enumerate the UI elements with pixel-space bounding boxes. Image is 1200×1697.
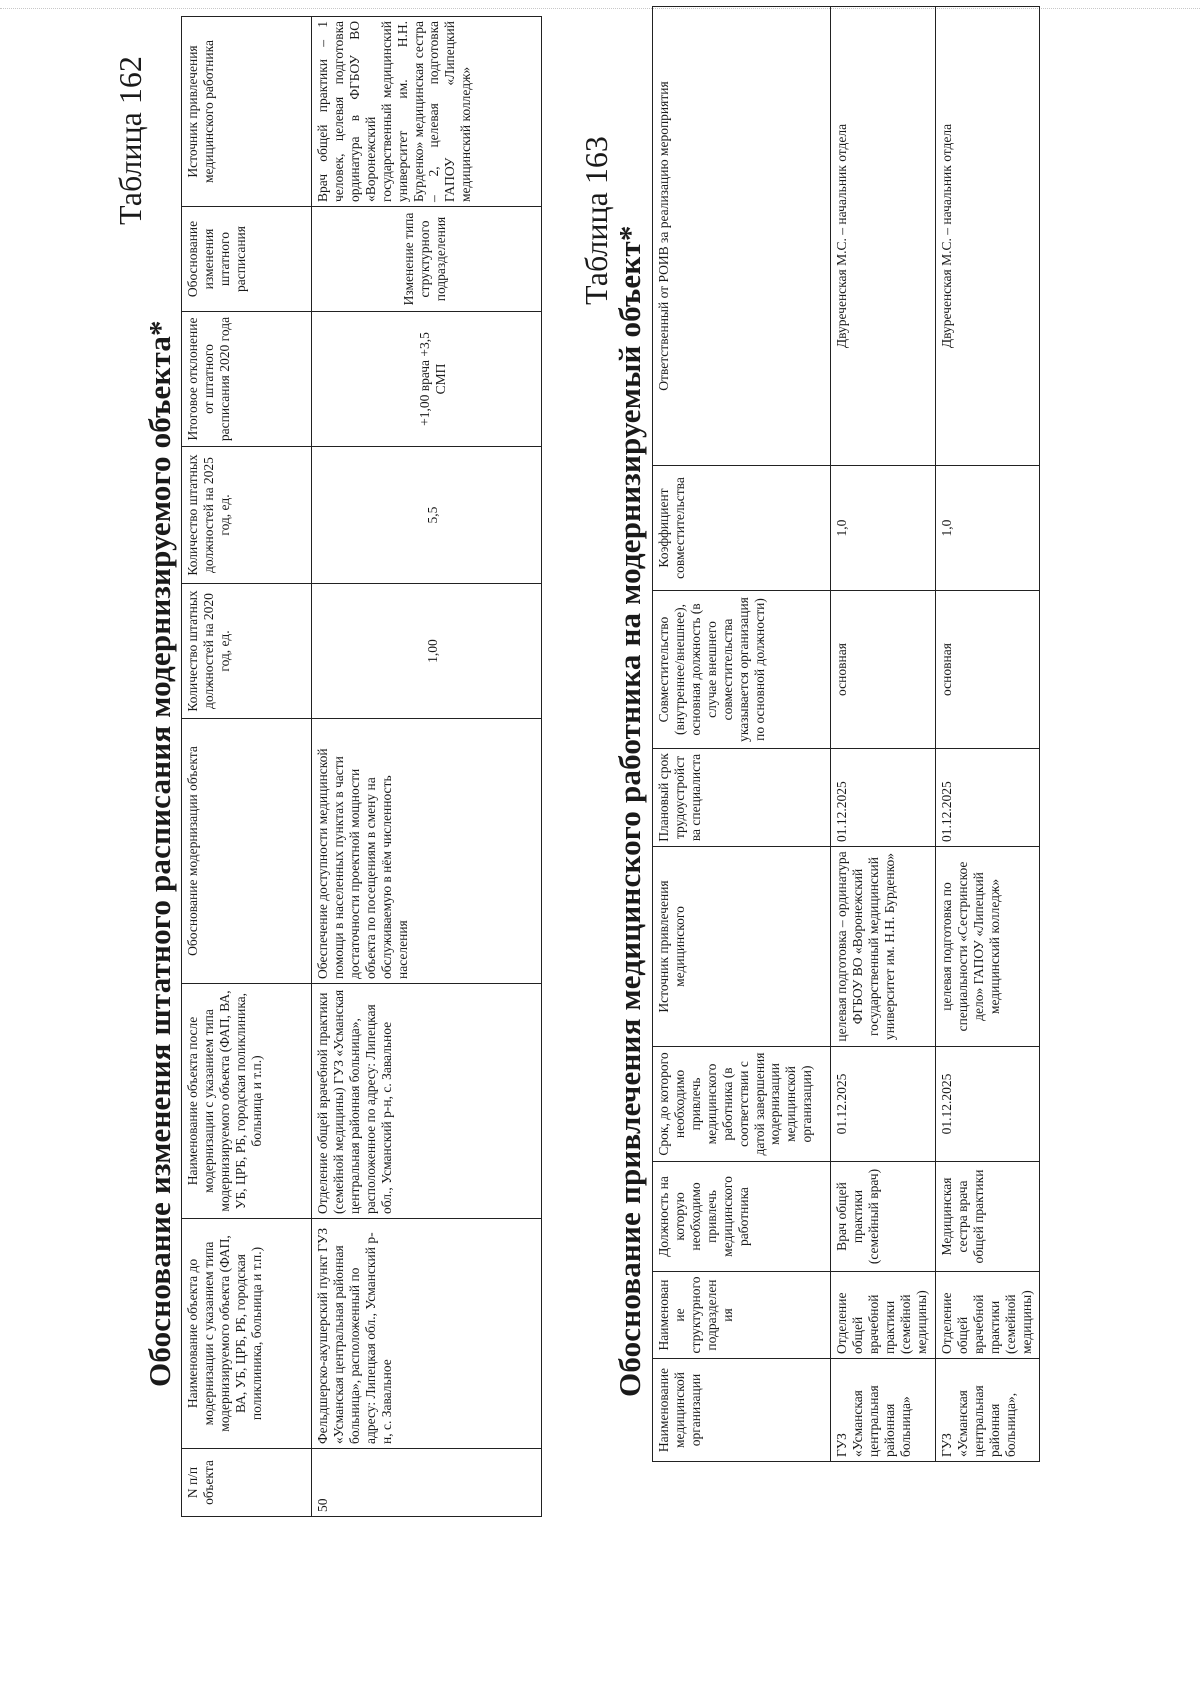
- worker-source: Врач общей практики – 1 человек, целевая подготовка ординатура в ФГБОУ ВО «Воронежский государственный медицинский университет им. Н.Н. Бурденко» медицинская сестра – 2, целевая подготовка ГАПОУ «Липецкий медицинский колледж»: [312, 17, 542, 207]
- combination: основная: [936, 591, 1040, 749]
- header-cell: Наименование медицинской организации: [653, 1359, 831, 1462]
- deadline: 01.12.2025: [936, 1047, 1040, 1162]
- header-cell: Должность на которую необходимо привлечь медицинского работника: [653, 1162, 831, 1272]
- header-cell: Количество штатных должностей на 2020 год, ед.: [182, 584, 312, 719]
- deviation: +1,00 врача +3,5 СМП: [312, 312, 542, 447]
- count-2025: 5,5: [312, 447, 542, 584]
- header-cell: Количество штатных должностей на 2025 год, ед.: [182, 447, 312, 584]
- combination: основная: [831, 591, 936, 749]
- table-row: [312, 17, 542, 1517]
- modernization-reason: Обеспечение доступности медицинской помощи в населенных пунктах в части достаточности проектной мощности объекта по посещениям в смену на обслуживаемую в нём численность населения: [312, 719, 542, 984]
- position: Врач общей практики (семейный врач): [831, 1162, 936, 1272]
- org-name: ГУЗ «Усманская центральная районная больница»: [831, 1359, 936, 1462]
- object-before: Фельдшерско-акушерский пункт ГУЗ «Усманская центральная районная больница», расположенный по адресу: Липецкая обл., Усманский р-н, с. Завальное: [312, 1219, 542, 1449]
- planned-date: 01.12.2025: [831, 749, 936, 847]
- object-number: 50: [312, 1449, 542, 1517]
- coefficient: 1,0: [831, 466, 936, 591]
- source: целевая подготовка – ординатура ФГБОУ ВО «Воронежский государственный медицинский университет им. Н.Н. Бурденко»: [831, 847, 936, 1047]
- header-cell: Наименование объекта после модернизации с указанием типа модернизируемого объекта (ФАП, ВА, УБ, ЦРБ, РБ, городская поликлиника, больница и т.п.): [182, 984, 312, 1219]
- responsible: Двуреченская М.С. – начальник отдела: [936, 7, 1040, 466]
- table-row: [936, 7, 1040, 1462]
- change-reason: Изменение типа структурного подразделения: [312, 207, 542, 312]
- header-cell: Наименование структурного подразделения: [653, 1272, 831, 1359]
- unit-name: Отделение общей врачебной практики (семейной медицины): [936, 1272, 1040, 1359]
- table-162-caption: Таблица 162: [112, 56, 148, 225]
- header-cell: Источник привлечения медицинского: [653, 847, 831, 1047]
- table-row: [831, 7, 936, 1462]
- position: Медицинская сестра врача общей практики: [936, 1162, 1040, 1272]
- header-cell: Совместительство (внутреннее/внешнее), основная должность (в случае внешнего совместительства указывается организация по основной должности): [653, 591, 831, 749]
- unit-name: Отделение общей врачебной практики (семейной медицины): [831, 1272, 936, 1359]
- header-cell: Коэффициент совместительства: [653, 466, 831, 591]
- header-cell: Обоснование изменения штатного расписания: [182, 207, 312, 312]
- table-163-caption: Таблица 163: [578, 136, 614, 305]
- table-163: [652, 6, 1040, 1462]
- header-cell: Ответственный от РОИВ за реализацию мероприятия: [653, 7, 831, 466]
- table-162-title: Обоснование изменения штатного расписания модернизируемого объекта*: [142, 320, 177, 1387]
- coefficient: 1,0: [936, 466, 1040, 591]
- header-cell: Плановый срок трудоустройства специалиста: [653, 749, 831, 847]
- header-cell: Наименование объекта до модернизации с указанием типа модернизируемого объекта (ФАП, ВА, УБ, ЦРБ, РБ, городская поликлиника, больница и т.п.): [182, 1219, 312, 1449]
- header-cell: N п/п объекта: [182, 1449, 312, 1517]
- header-cell: Источник привлечения медицинского работника: [182, 17, 312, 207]
- table-162: [181, 16, 542, 1517]
- deadline: 01.12.2025: [831, 1047, 936, 1162]
- table-163-header-row: [653, 7, 831, 1462]
- header-cell: Итоговое отклонение от штатного расписания 2020 года: [182, 312, 312, 447]
- count-2020: 1,00: [312, 584, 542, 719]
- source: целевая подготовка по специальности «Сестринское дело» ГАПОУ «Липецкий медицинский колледж»: [936, 847, 1040, 1047]
- table-163-title: Обоснование привлечения медицинского работника на модернизируемый объект*: [612, 225, 647, 1397]
- responsible: Двуреченская М.С. – начальник отдела: [831, 7, 936, 466]
- planned-date: 01.12.2025: [936, 749, 1040, 847]
- object-after: Отделение общей врачебной практики (семейной медицины) ГУЗ «Усманская центральная районная больница», расположенное по адресу: Липецкая обл., Усманский р-н, с. Завальное: [312, 984, 542, 1219]
- table-162-header-row: [182, 17, 312, 1517]
- header-cell: Обоснование модернизации объекта: [182, 719, 312, 984]
- header-cell: Срок, до которого необходимо привлечь медицинского работника (в соответствии с датой завершения модернизации медицинской организации): [653, 1047, 831, 1162]
- org-name: ГУЗ «Усманская центральная районная больница»,: [936, 1359, 1040, 1462]
